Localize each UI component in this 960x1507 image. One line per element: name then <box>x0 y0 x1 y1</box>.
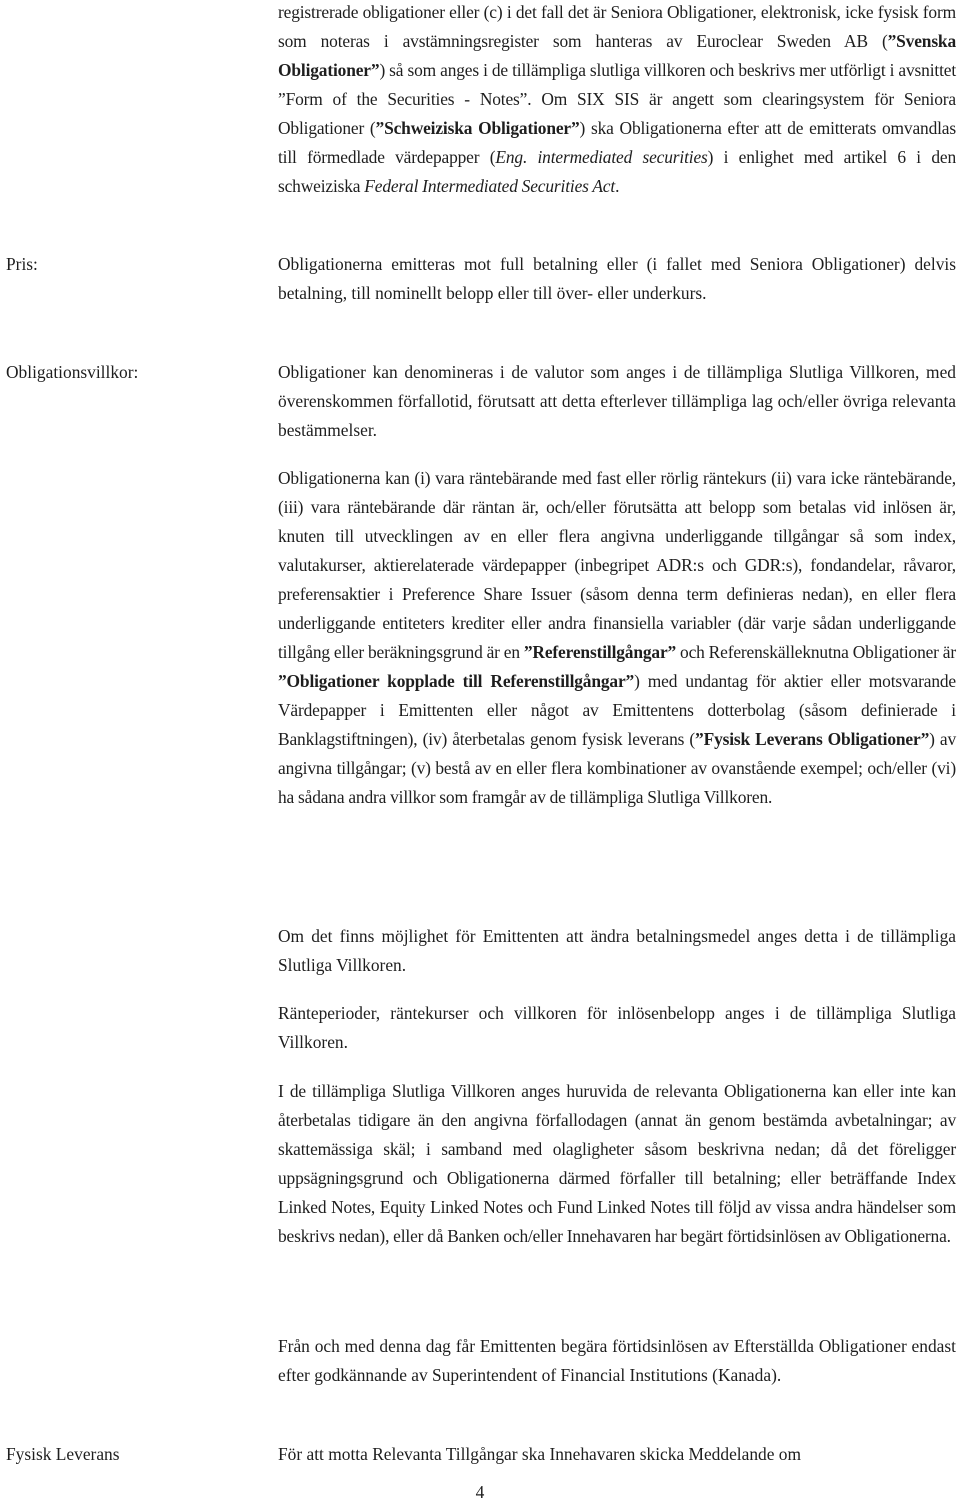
villkor-p5-content <box>278 1077 956 1251</box>
bold-term: ”Schweiziska Obligationer” <box>375 118 580 138</box>
villkor-paragraph-aterbetalning: I de tillämpliga Slutliga Villkoren anges huruvida de relevanta Obligationerna kan eller inte kan återbetalas tidigare än den angivna förfallodagen (annat än genom bestämda avbetalningar; av skattemässiga skäl; i samband med olagligheter såsom beskrivna nedan; då det föreligger uppsägningsgrund och Obligationerna därmed förfaller till betalning; eller beträffande Index Linked Notes, Equity Linked Notes och Fund Linked Notes till följd av vissa andra händelser som beskrivs nedan), eller då Banken och/eller Innehavaren har begärt förtidsinlösen av Obligationerna. <box>278 1081 956 1246</box>
text-run: ) så som anges i de tillämpliga slutliga villkoren och beskrivs mer utförligt i avsnittet ”Form of the Securities - Notes”. Om SIX SIS är angett som clearingsystem för Seniora Obligationer ( <box>278 60 956 138</box>
villkor-p2-content <box>278 464 956 812</box>
obligationsvillkor-label: Obligationsvillkor: <box>6 362 139 382</box>
page-number: 4 <box>475 1482 485 1502</box>
bold-term: ”Fysisk Leverans Obligationer” <box>695 729 930 749</box>
italic-term: Eng. intermediated securities <box>495 147 708 167</box>
top-continuation-content <box>278 0 956 201</box>
pris-paragraph: Obligationerna emitteras mot full betalning eller (i fallet med Seniora Obligationer) delvis betalning, till nominellt belopp eller till över- eller underkurs. <box>278 254 956 303</box>
top-continuation-paragraph <box>278 0 956 201</box>
pris-label: Pris: <box>6 254 38 274</box>
fysisk-leverans-paragraph: För att motta Relevanta Tillgångar ska Innehavaren skicka Meddelande om <box>278 1444 802 1464</box>
villkor-paragraph-rantetyper <box>278 464 956 812</box>
text-run: och Referenskälleknutna Obligationer är <box>676 642 956 662</box>
bold-term: ”Obligationer kopplade till Referenstillgångar” <box>278 671 635 691</box>
villkor-paragraph-rantperioder: Ränteperioder, räntekurser och villkoren för inlösenbelopp anges i de tillämpliga Slutliga Villkoren. <box>278 1003 956 1052</box>
villkor-paragraph-denominering: Obligationer kan denomineras i de valutor som anges i de tillämpliga Slutliga Villkoren, med överenskommen förfallotid, förutsatt att detta efterlever tillämpliga lag och/eller övriga relevanta bestämmelser. <box>278 362 956 440</box>
text-run: ) av angivna tillgångar; (v) bestå av en eller flera kombinationer av ovanstående exempel; och/eller (vi) ha sådana andra villkor som framgår av de tillämpliga Slutliga Villkoren. <box>278 729 956 807</box>
text-run: ) i enlighet med artikel 6 i den schweiziska <box>278 147 956 196</box>
villkor-p3-content <box>278 922 956 980</box>
bold-term: ”Referenstillgångar” <box>523 642 677 662</box>
obligationsvillkor-content <box>278 358 956 445</box>
text-run: Obligationerna kan (i) vara räntebärande med fast eller rörlig räntekurs (ii) vara icke räntebärande, (iii) vara räntebärande där räntan är, och/eller förutsätta att belopp som betalas vid inlösen är, knuten till utvecklingen av en eller flera angivna underliggande tillgångar så som index, valutakurser, aktierelaterade värdepapper (inbegripet ADR:s och GDR:s), fondandelar, råvaror, preferensaktier i Preference Share Issuer (såsom denna term definieras nedan), en eller flera underliggande entiteters krediter eller andra finansiella variabler (där varje sådan underliggande tillgång eller beräkningsgrund är en <box>278 468 956 662</box>
villkor-p4-content <box>278 999 956 1057</box>
pris-content <box>278 250 956 308</box>
villkor-paragraph-betalningsmedel: Om det finns möjlighet för Emittenten att ändra betalningsmedel anges detta i de tillämpliga Slutliga Villkoren. <box>278 926 956 975</box>
villkor-p6-content <box>278 1332 956 1390</box>
text-run: registrerade obligationer eller (c) i det fall det är Seniora Obligationer, elektronisk, icke fysisk form som noteras i avstämningsregister som hanteras av Euroclear Sweden AB ( <box>278 2 956 51</box>
bold-term: ”Svenska Obligationer” <box>278 31 956 80</box>
text-run: . <box>615 176 620 196</box>
italic-term: Federal Intermediated Securities Act <box>364 176 616 196</box>
text-run: ) ska Obligationerna efter att de emitterats omvandlas till förmedlade värdepapper ( <box>278 118 956 167</box>
fysisk-leverans-content <box>278 1440 956 1469</box>
text-run: ) med undantag för aktier eller motsvarande Värdepapper i Emittenten eller något av Emittentens dotterbolag (såsom definierade i Banklagstiftningen), (iv) återbetalas genom fysisk leverans ( <box>278 671 956 749</box>
villkor-paragraph-fortidsinlosen: Från och med denna dag får Emittenten begära förtidsinlösen av Efterställda Obligationer endast efter godkännande av Superintendent of Financial Institutions (Kanada). <box>278 1336 956 1385</box>
fysisk-leverans-label: Fysisk Leverans <box>6 1444 120 1464</box>
